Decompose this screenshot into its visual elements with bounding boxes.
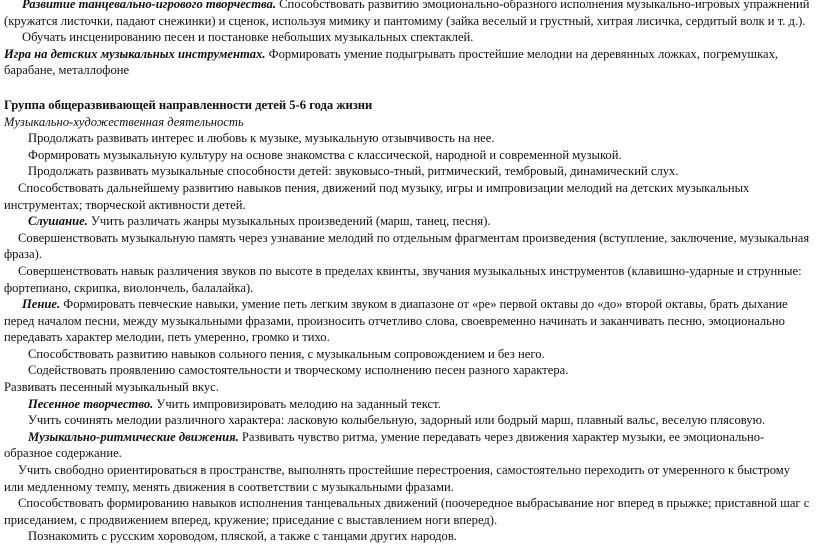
paragraph-singing [4, 296, 812, 346]
section-title: Игра на детских музыкальных инструментах. [4, 46, 266, 61]
paragraph-instruments [4, 46, 812, 79]
paragraph-memory: Совершенствовать музыкальную память через узнавание мелодий по отдельным фрагментам произведения (вступление, заключение, музыкальная фраза). [4, 230, 810, 262]
paragraph-pitch: Совершенствовать навык различения звуков по высоте в пределах квинты, звучания музыкальных инструментов (клавишно-ударные и струнные: фортепиано, скрипка, виолончель, балалайка). [4, 263, 802, 295]
paragraph-space: Учить свободно ориентироваться в пространстве, выполнять простейшие перестроения, самостоятельно переходить от умеренного к быстрому или медленному темпу, менять движения в соответствии с музыкальными фразами. [4, 463, 791, 494]
paragraph-taste: Развивать песенный музыкальный вкус. [4, 380, 219, 395]
paragraph-text: Учить различать жанры музыкальных произведений (марш, танец, песня). [87, 214, 491, 229]
paragraph-folk: Познакомить с русским хороводом, пляской, а также с танцами других народов. [28, 529, 457, 544]
spacer [4, 79, 812, 97]
group-heading: Группа общеразвивающей направленности детей 5-6 года жизни [4, 97, 373, 112]
paragraph-line: Способствовать дальнейшему развитию навыков пения, движений под музыку, игры и импровизации мелодий на детских музыкальных инструментах; творческой активности детей. [4, 180, 750, 212]
paragraph-solo: Способствовать развитию навыков сольного пения, с музыкальным сопровождением и без него. [28, 346, 545, 361]
paragraph-dance-creativity [4, 0, 812, 29]
section-title: Развитие танцевально-игрового творчества. [22, 0, 276, 11]
paragraph-dance-moves: Способствовать формированию навыков исполнения танцевальных движений (поочередное выбрасывание ног вперед в прыжке; приставной шаг с приседанием, с продвижением вперед, кружение; приседание с выставлением ноги вперед). [4, 496, 810, 527]
section-title: Музыкально-ритмические движения. [28, 429, 239, 444]
paragraph-listening [4, 213, 812, 230]
paragraph-text: Формировать певческие навыки, умение петь легким звуком в диапазоне от «ре» первой октавы до «до» второй октавы, брать дыхание перед началом песни, между музыкальными фразами, произносить отчетливо слова, своевременно начинать и заканчивать песню, эмоционально передавать характер мелодии, петь умеренно, громко и тихо. [4, 297, 788, 345]
paragraph-independence: Содействовать проявлению самостоятельности и творческому исполнению песен разного характера. [28, 363, 569, 378]
paragraph-rhythmic [4, 429, 812, 462]
section-title: Слушание. [28, 214, 88, 229]
paragraph-compose: Учить сочинять мелодии различного характера: ласковую колыбельную, задорный или бодрый марш, плавный вальс, веселую плясовую. [28, 413, 766, 428]
section-title: Пение. [22, 297, 61, 312]
paragraph-text: Развивать чувство ритма, умение передавать через движения характер музыки, ее эмоционально-образное содержание. [4, 429, 765, 461]
paragraph-text: Способствовать развитию эмоционально-образного исполнения музыкально-игровых упражнений (кружатся листочки, падают снежинки) и сценок, используя мимику и пантомиму (зайка веселый и грустный, хитрая лисичка, сердитый волк и т. д.). [4, 0, 810, 28]
activity-subheading: Музыкально-художественная деятельность [4, 114, 244, 129]
paragraph-text: Формировать умение подыгрывать простейшие мелодии на деревянных ложках, погремушках, барабане, металлофоне [4, 46, 779, 78]
paragraph-line: Формировать музыкальную культуру на основе знакомства с классической, народной и современной музыкой. [28, 147, 622, 162]
paragraph-song-creation [4, 396, 812, 413]
paragraph-text: Учить импровизировать мелодию на заданный текст. [153, 396, 441, 411]
paragraph-line: Продолжать развивать музыкальные способности детей: звуковысо-тный, ритмический, тембровый, динамический слух. [28, 164, 679, 179]
paragraph-staging: Обучать инсценированию песен и постановке небольших музыкальных спектаклей. [22, 30, 474, 45]
paragraph-line: Продолжать развивать интерес и любовь к музыке, музыкальную отзывчивость на нее. [28, 131, 495, 146]
section-title: Песенное творчество. [28, 396, 154, 411]
